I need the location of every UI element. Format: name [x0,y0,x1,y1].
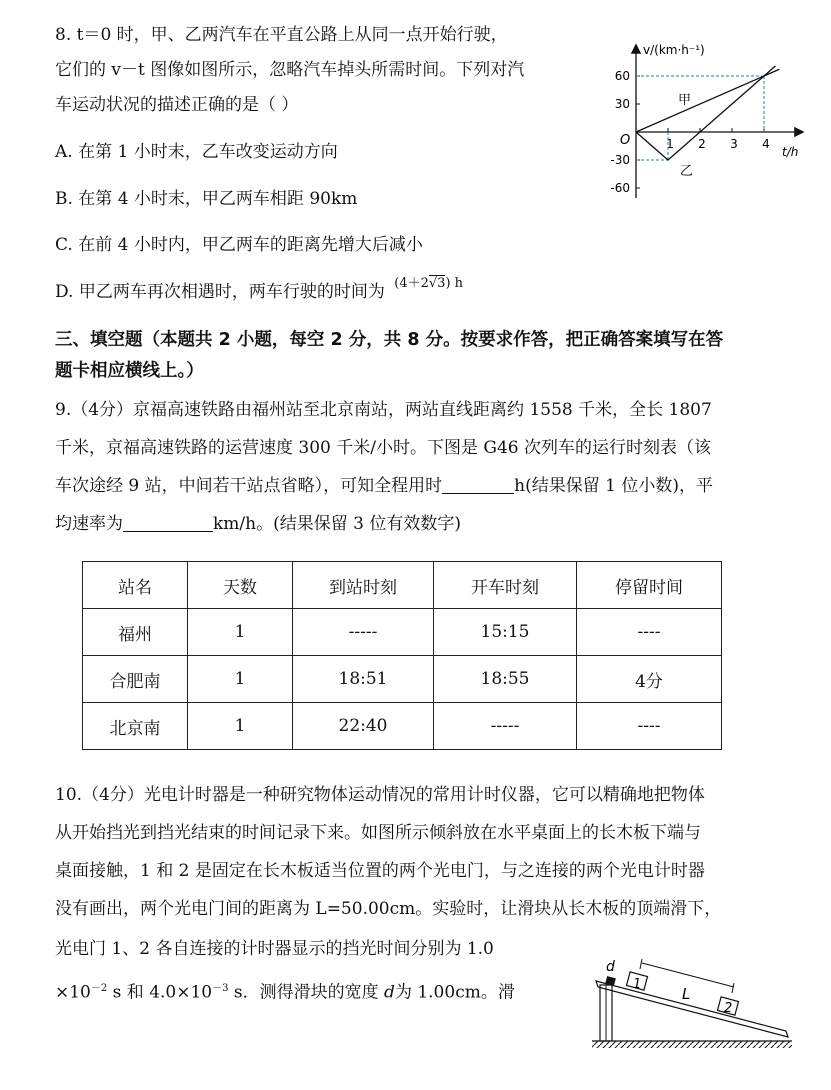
q10-line-1: 10.（4分）光电计时器是一种研究物体运动情况的常用计时仪器，它可以精确地把物体 [55,785,705,805]
y-tick-label: 30 [614,97,630,111]
q8-option-d-expression: (4＋2√3) h [394,276,464,291]
x-tick-label: 1 [666,137,674,151]
section3-heading-line-2: 题卡相应横线上。） [55,361,204,381]
ground-hatch [592,1041,792,1048]
incline-board [596,981,788,1037]
graph-label-jia: 甲 [678,93,692,108]
series-line-jia [636,69,779,132]
q9-blank-speed[interactable] [123,513,213,532]
graph-x-axis-label: t/h [782,145,799,159]
incline-label-L: L [682,985,691,1003]
q10-line-3: 桌面接触，1 和 2 是固定在长木板适当位置的两个光电门，与之连接的两个光电计时器 [55,861,705,881]
incline-gate-1-label: 1 [633,977,642,992]
x-tick-label: 3 [730,137,738,151]
timetable-header-row [83,562,722,609]
q10-line-4: 没有画出，两个光电门间的距离为 L=50.00cm。实验时，让滑块从长木板的顶端滑下， [55,899,722,919]
th-days: 天数 [188,562,293,609]
graph-label-yi: 乙 [680,164,694,179]
q9-blank-time[interactable] [442,475,514,494]
timetable [82,561,722,750]
incline-diagram [588,955,798,1055]
table-row: 北京南 1 22:40 ----- ---- [83,703,722,750]
graph-origin-label: O [620,133,631,148]
q9-line-4: 均速率为 km/h。(结果保留 3 位有效数字) [55,514,461,534]
q9-line-1: 9.（4分）京福高速铁路由福州站至北京南站，两站直线距离约 1558 千米，全长 1807 [55,400,712,420]
q10-line-6: $\times 10^{-2}$ s 和 $4.0\times 10^{-3}$ s．测得滑块的宽度 d为 1.00cm。滑 [55,982,515,1003]
table-row: 福州 1 ----- 15:15 ---- [83,609,722,656]
vt-graph [596,38,816,220]
x-tick-label: 4 [762,137,770,151]
q8-line-2: 它们的 v－t 图像如图所示，忽略汽车掉头所需时间。下列对汽 [55,60,525,80]
q8-option-b: B. 在第 4 小时末，甲乙两车相距 90km [55,189,358,209]
graph-y-axis-label: v/(km·h⁻¹) [643,43,705,57]
y-tick-label: -60 [610,181,630,195]
y-tick-label: 60 [614,69,630,83]
q8-option-a: A. 在第 1 小时末，乙车改变运动方向 [55,142,338,162]
q10-line-2: 从开始挡光到挡光结束的时间记录下来。如图所示倾斜放在水平桌面上的长木板下端与 [55,823,701,843]
q8-line-1: 8. t＝0 时，甲、乙两汽车在平直公路上从同一点开始行驶， [55,25,508,45]
th-station: 站名 [83,562,188,609]
section3-heading-line-1: 三、填空题（本题共 2 小题，每空 2 分，共 8 分。按要求作答，把正确答案填写在答 [55,330,724,350]
incline-label-d: d [606,959,615,975]
y-tick-label: -30 [610,153,630,167]
q8-line-3: 车运动状况的描述正确的是（ ） [55,95,299,115]
th-arrival: 到站时刻 [293,562,434,609]
incline-gate-2-label: 2 [724,1001,733,1016]
q8-option-c: C. 在前 4 小时内，甲乙两车的距离先增大后减小 [55,235,423,255]
q9-line-2: 千米，京福高速铁路的运营速度 300 千米/小时。下图是 G46 次列车的运行时刻表（该 [55,438,712,458]
q9-line-3: 车次途经 9 站，中间若干站点省略），可知全程用时 h(结果保留 1 位小数)，平 [55,476,713,496]
x-tick-label: 2 [698,137,706,151]
table-row: 合肥南 1 18:51 18:55 4分 [83,656,722,703]
th-stop: 停留时间 [577,562,722,609]
th-departure: 开车时刻 [434,562,577,609]
q10-line-5: 光电门 1、2 各自连接的计时器显示的挡光时间分别为 1.0 [55,939,494,959]
q8-option-d-text: D. 甲乙两车再次相遇时，两车行驶的时间为 [55,282,385,302]
q8-option-d [55,276,464,305]
